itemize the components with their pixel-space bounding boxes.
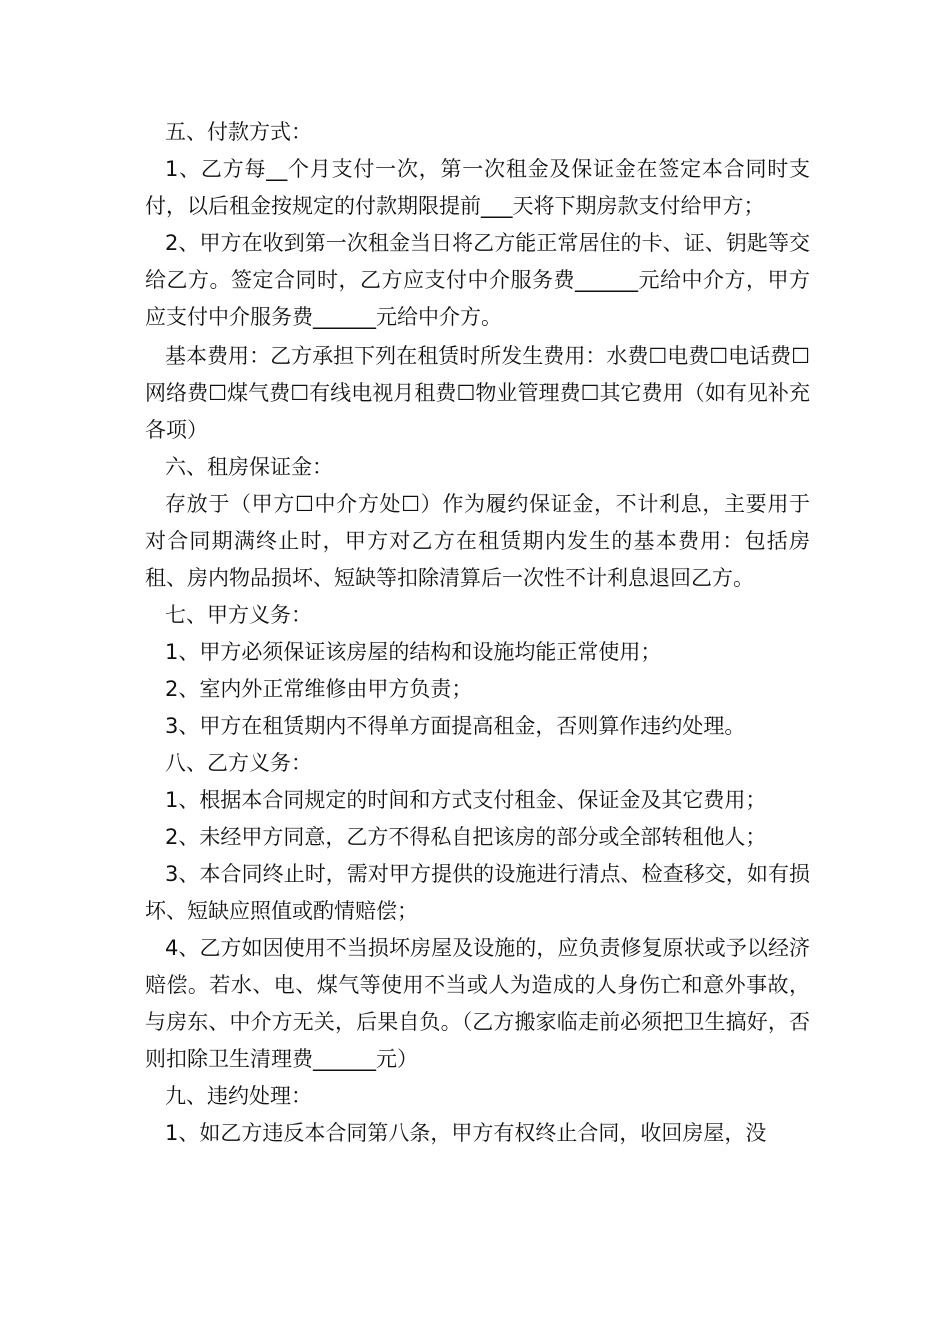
clause-tenant-2: 2、未经甲方同意，乙方不得私自把该房的部分或全部转租他人； bbox=[165, 825, 767, 849]
clause-payment-1: 1、乙方每__个月支付一次，第一次租金及保证金在签定本合同时支付，以后租金按规定的付款期限提前___天将下期房款支付给甲方； bbox=[145, 157, 810, 218]
clause-landlord-1: 1、甲方必须保证该房屋的结构和设施均能正常使用； bbox=[165, 640, 662, 664]
section-heading-payment: 五、付款方式： bbox=[165, 120, 312, 144]
section-heading-landlord-duties: 七、甲方义务： bbox=[165, 603, 312, 627]
clause-deposit: 存放于（甲方☐中介方处☐）作为履约保证金，不计利息，主要用于对合同期满终止时，甲方对乙方在租赁期内发生的基本费用：包括房租、房内物品损坏、短缺等扣除清算后一次性不计利息退回乙方。 bbox=[145, 492, 810, 590]
clause-tenant-3: 3、本合同终止时，需对甲方提供的设施进行清点、检查移交，如有损坏、短缺应照值或酌情赔偿； bbox=[145, 862, 810, 923]
clause-tenant-1: 1、根据本合同规定的时间和方式支付租金、保证金及其它费用； bbox=[165, 788, 767, 812]
document-body bbox=[145, 114, 810, 1152]
clause-basic-fees: 基本费用：乙方承担下列在租赁时所发生费用：水费☐电费☐电话费☐网络费☐煤气费☐有线电视月租费☐物业管理费☐其它费用（如有见补充各项） bbox=[145, 344, 810, 442]
section-heading-breach: 九、违约处理： bbox=[165, 1084, 312, 1108]
clause-breach-1: 1、如乙方违反本合同第八条，甲方有权终止合同，收回房屋，没 bbox=[165, 1121, 767, 1145]
clause-landlord-3: 3、甲方在租赁期内不得单方面提高租金，否则算作违约处理。 bbox=[165, 714, 746, 738]
section-heading-deposit: 六、租房保证金： bbox=[165, 455, 333, 479]
clause-payment-2: 2、甲方在收到第一次租金当日将乙方能正常居住的卡、证、钥匙等交给乙方。签定合同时，乙方应支付中介服务费______元给中介方，甲方应支付中介服务费______元给中介方。 bbox=[145, 231, 810, 329]
section-heading-tenant-duties: 八、乙方义务： bbox=[165, 751, 312, 775]
clause-landlord-2: 2、室内外正常维修由甲方负责； bbox=[165, 677, 473, 701]
clause-tenant-4: 4、乙方如因使用不当损坏房屋及设施的，应负责修复原状或予以经济赔偿。若水、电、煤气等使用不当或人为造成的人身伤亡和意外事故，与房东、中介方无关，后果自负。（乙方搬家临走前必须把卫生搞好，否则扣除卫生清理费______元） bbox=[145, 936, 810, 1071]
